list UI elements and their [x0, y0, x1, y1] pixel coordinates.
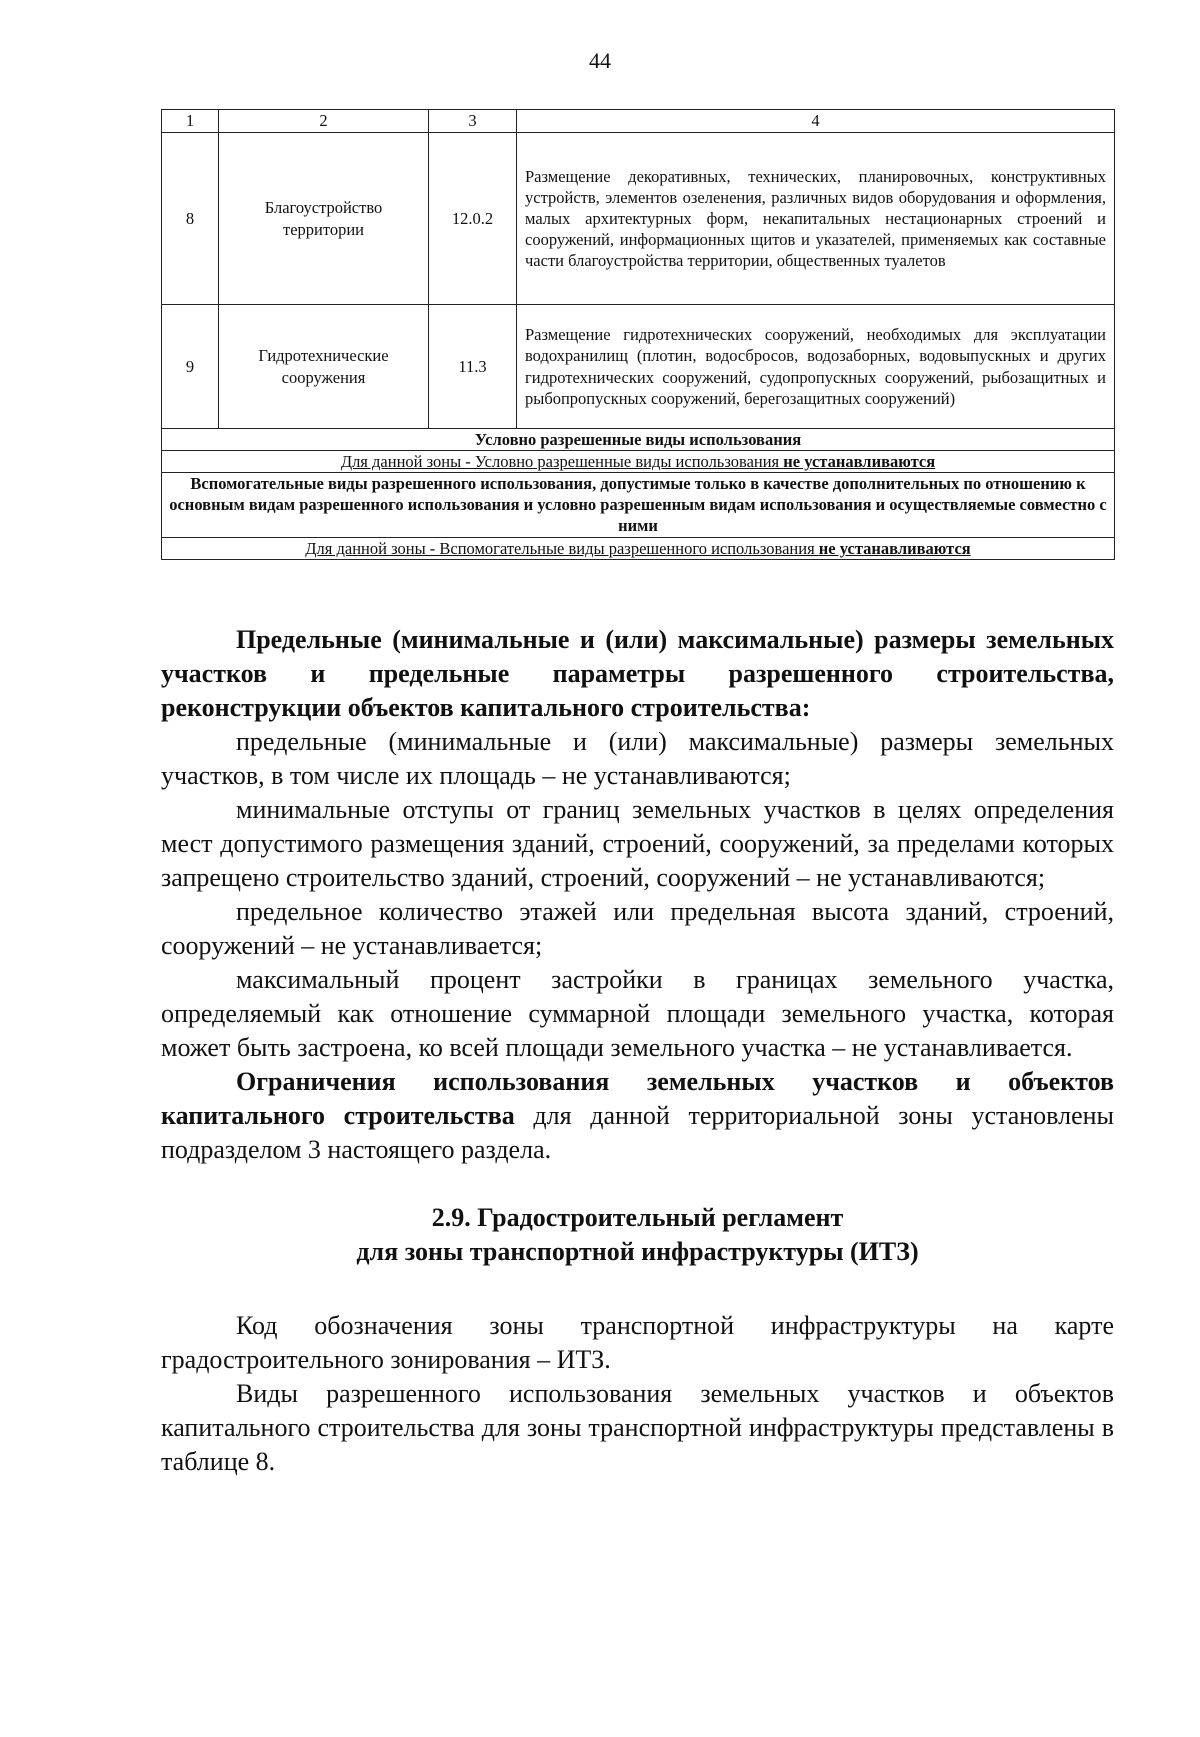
use-type-description: Размещение декоративных, технических, планировочных, конструктивных устройств, элементов озеленения, различных видов оборудования и оформления, малых архитектурных форм, некапитальных нестационарных строений и сооружений, информационных щитов и указателей, применяемых как составные части благоустройства территории, общественных туалетов [517, 133, 1115, 305]
paragraph-restrictions [161, 1065, 1114, 1167]
auxiliary-uses-title-row [162, 473, 1115, 537]
paragraph-setbacks: минимальные отступы от границ земельных участков в целях определения мест допустимого размещения зданий, строений, сооружений, за пределами которых запрещено строительство зданий, строений, сооружений – не устанавливаются; [161, 795, 1114, 892]
section-title [161, 1201, 1114, 1269]
conditional-note-text: Для данной зоны - Условно разрешенные виды использования [340, 452, 784, 472]
permitted-use-table [161, 109, 1115, 560]
section-title-line-1: 2.9. Градостроительный регламент [431, 1203, 844, 1232]
document-body [161, 623, 1114, 1479]
use-type-code: 12.0.2 [429, 133, 517, 305]
auxiliary-uses-title: Вспомогательные виды разрешенного использования, допустимые только в качестве дополнительных по отношению к основным видам разрешенного использования и условно разрешенным видам использования и осуществляемые совместно с ними [162, 473, 1115, 537]
conditional-uses-note [162, 451, 1115, 473]
page-number: 44 [589, 48, 611, 73]
row-number: 9 [162, 305, 219, 429]
restrictions-bold: Ограничения использования земельных участков и объектов капитального строительства [161, 1067, 1114, 1130]
paragraph-floors: предельное количество этажей или предельная высота зданий, строений, сооружений – не устанавливается; [161, 897, 1114, 960]
restrictions-rest: для данной территориальной зоны установлены подразделом 3 настоящего раздела. [161, 1101, 1114, 1164]
auxiliary-uses-note-row [162, 537, 1115, 559]
conditional-uses-title: Условно разрешенные виды использования [162, 429, 1115, 451]
use-type-description: Размещение гидротехнических сооружений, необходимых для эксплуатации водохранилищ (плотин, водосбросов, водозаборных, водовыпускных и других гидротехнических сооружений, судопропускных сооружений, рыбозащитных и рыбопропускных сооружений, берегозащитных сооружений) [517, 305, 1115, 429]
paragraph-plot-sizes: предельные (минимальные и (или) максимальные) размеры земельных участков, в том числе их площадь – не устанавливаются; [161, 727, 1114, 790]
auxiliary-note-text: Для данной зоны - Вспомогательные виды разрешенного использования [305, 538, 819, 558]
limits-heading: Предельные (минимальные и (или) максимальные) размеры земельных участков и предельные параметры разрешенного строительства, реконструкции объектов капитального строительства: [161, 625, 1114, 722]
table-header-row [162, 110, 1115, 133]
use-type-name: Благоустройство территории [219, 133, 429, 305]
table-row [162, 133, 1115, 305]
use-type-code: 11.3 [429, 305, 517, 429]
use-type-name: Гидротехнические сооружения [219, 305, 429, 429]
table-row [162, 305, 1115, 429]
header-cell: 2 [219, 110, 429, 133]
paragraph-zone-code: Код обозначения зоны транспортной инфраструктуры на карте градостроительного зонирования – ИТЗ. [161, 1311, 1114, 1374]
auxiliary-uses-note [162, 537, 1115, 559]
paragraph-build-percent: максимальный процент застройки в границах земельного участка, определяемый как отношение суммарной площади земельного участка, которая может быть застроена, ко всей площади земельного участка – не устанавливается. [161, 965, 1114, 1062]
header-cell: 3 [429, 110, 517, 133]
section-title-line-2: для зоны транспортной инфраструктуры (ИТЗ) [356, 1237, 919, 1266]
paragraph-use-types: Виды разрешенного использования земельных участков и объектов капитального строительства для зоны транспортной инфраструктуры представлены в таблице 8. [161, 1379, 1114, 1476]
conditional-note-emphasis: не устанавливаются [783, 452, 936, 472]
auxiliary-note-emphasis: не устанавливаются [818, 538, 971, 558]
header-cell: 4 [517, 110, 1115, 133]
conditional-uses-title-row [162, 429, 1115, 451]
header-cell: 1 [162, 110, 219, 133]
conditional-uses-note-row [162, 451, 1115, 473]
row-number: 8 [162, 133, 219, 305]
